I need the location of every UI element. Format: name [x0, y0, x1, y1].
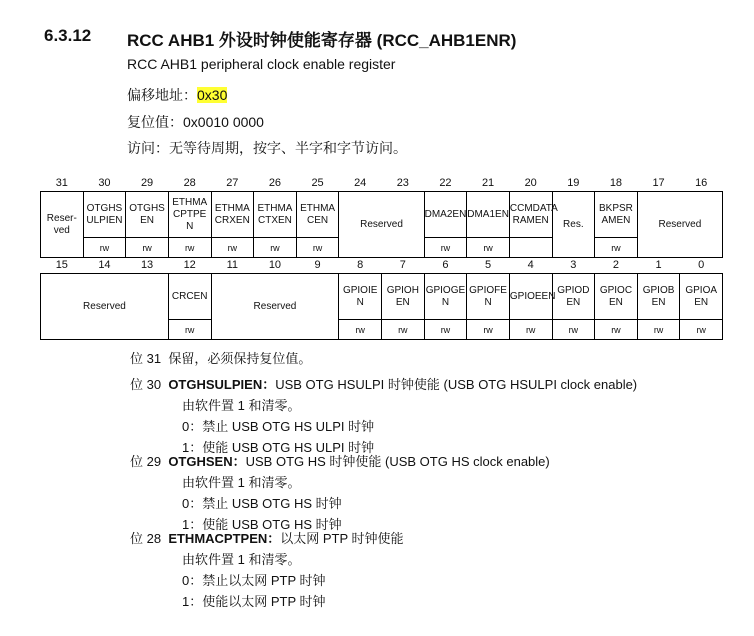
field-access: rw	[595, 238, 638, 258]
register-field: Reser- ved	[41, 192, 84, 258]
offset-label: 偏移地址：	[127, 87, 197, 103]
reset-label: 复位值：	[127, 114, 183, 130]
bit-number-19: 19	[567, 176, 580, 189]
field-access: rw	[339, 320, 382, 340]
access-line: 访问：无等待周期，按字、半字和字节访问。	[127, 140, 407, 156]
bit-number-6: 6	[442, 258, 449, 271]
register-field: Reserved	[41, 274, 169, 340]
bit-number-31: 31	[55, 176, 68, 189]
bit-number-14: 14	[98, 258, 111, 271]
reset-value: 0x0010 0000	[183, 114, 264, 130]
field-access: rw	[126, 238, 169, 258]
register-field: DMA1EN	[467, 192, 510, 238]
register-table-lower	[40, 256, 723, 340]
field-access	[509, 238, 552, 258]
bit-number-10: 10	[268, 258, 282, 271]
section-title: RCC AHB1 外设时钟使能寄存器 (RCC_AHB1ENR)	[127, 31, 517, 50]
register-field: DMA2EN	[424, 192, 467, 238]
bit-number-11: 11	[226, 258, 239, 271]
register-field: Reserved	[211, 274, 339, 340]
bit-number-8: 8	[357, 258, 364, 271]
bit-number-27: 27	[226, 176, 239, 189]
bit-number-26: 26	[268, 176, 282, 189]
field-access: rw	[467, 320, 510, 340]
bit-number-24: 24	[354, 176, 367, 189]
register-field: GPIOFE N	[467, 274, 510, 320]
bit-number-1: 1	[655, 258, 662, 271]
field-access: rw	[595, 320, 638, 340]
bit-number-23: 23	[396, 176, 409, 189]
bit-description-30: 位 30 OTGHSULPIEN：USB OTG HSULPI 时钟使能 (USB OTG HSULPI clock enable) 由软件置 1 和清零。 0：禁止 USB OTG HS ULPI 时钟 1：使能 USB OTG HS ULPI 时钟	[130, 377, 638, 455]
register-field: Res.	[552, 192, 595, 258]
register-field: ETHMA CRXEN	[211, 192, 254, 238]
field-access: rw	[83, 238, 126, 258]
register-field: GPIOA EN	[680, 274, 723, 320]
register-field: CCMDATA RAMEN	[509, 192, 552, 238]
register-field: OTGHS ULPIEN	[83, 192, 126, 238]
field-access: rw	[467, 238, 510, 258]
bit-number-20: 20	[524, 176, 537, 189]
register-field: ETHMA CEN	[296, 192, 339, 238]
bit-number-4: 4	[527, 258, 534, 271]
offset-line	[127, 85, 227, 105]
section-number: 6.3.12	[44, 26, 92, 45]
register-field: GPIOH EN	[382, 274, 425, 320]
register-field: GPIOEEN	[509, 274, 552, 320]
bit-number-13: 13	[140, 258, 154, 271]
register-field: GPIOGE N	[424, 274, 467, 320]
register-field: ETHMA CPTPE N	[168, 192, 211, 238]
register-field: Reserved	[637, 192, 722, 258]
bit-number-12: 12	[183, 258, 196, 271]
register-field: OTGHS EN	[126, 192, 169, 238]
field-access: rw	[168, 238, 211, 258]
bit-number-9: 9	[314, 258, 321, 271]
bit-number-2: 2	[612, 258, 619, 271]
bit-number-3: 3	[570, 258, 577, 271]
register-field: GPIOIE N	[339, 274, 382, 320]
bit-number-28: 28	[183, 176, 196, 189]
reset-line	[127, 112, 264, 132]
register-field: GPIOD EN	[552, 274, 595, 320]
field-access: rw	[552, 320, 595, 340]
field-access: rw	[382, 320, 425, 340]
bit-number-30: 30	[98, 176, 111, 189]
register-field: Reserved	[339, 192, 424, 258]
bit-number-16: 16	[695, 176, 708, 189]
register-field: ETHMA CTXEN	[254, 192, 297, 238]
field-access: rw	[637, 320, 680, 340]
bit-number-22: 22	[439, 176, 452, 189]
register-field: CRCEN	[168, 274, 211, 320]
bit-number-29: 29	[140, 176, 154, 189]
bit-number-21: 21	[481, 176, 495, 189]
bit-number-0: 0	[698, 258, 705, 271]
bit-number-17: 17	[652, 176, 665, 189]
field-access: rw	[424, 238, 467, 258]
field-access: rw	[424, 320, 467, 340]
field-access: rw	[211, 238, 254, 258]
field-access: rw	[296, 238, 339, 258]
register-table-upper	[40, 174, 723, 258]
bit-number-15: 15	[55, 258, 68, 271]
register-subtitle: RCC AHB1 peripheral clock enable register	[127, 56, 396, 72]
bit-description-29: 位 29 OTGHSEN：USB OTG HS 时钟使能 (USB OTG HS clock enable) 由软件置 1 和清零。 0：禁止 USB OTG HS 时钟 1：使能 USB OTG HS 时钟	[130, 454, 550, 532]
bit-number-25: 25	[311, 176, 324, 189]
bit-description-31: 位 31 保留，必须保持复位值。	[130, 351, 312, 366]
register-field: BKPSR AMEN	[595, 192, 638, 238]
bit-number-18: 18	[609, 176, 623, 189]
field-access: rw	[254, 238, 297, 258]
offset-value: 0x30	[197, 87, 228, 103]
bit-description-28: 位 28 ETHMACPTPEN：以太网 PTP 时钟使能 由软件置 1 和清零。 0：禁止以太网 PTP 时钟 1：使能以太网 PTP 时钟	[130, 531, 404, 609]
field-access: rw	[168, 320, 211, 340]
field-access: rw	[680, 320, 723, 340]
register-field: GPIOB EN	[637, 274, 680, 320]
bit-number-7: 7	[399, 258, 406, 271]
bit-number-5: 5	[485, 258, 492, 271]
field-access: rw	[509, 320, 552, 340]
register-field: GPIOC EN	[595, 274, 638, 320]
